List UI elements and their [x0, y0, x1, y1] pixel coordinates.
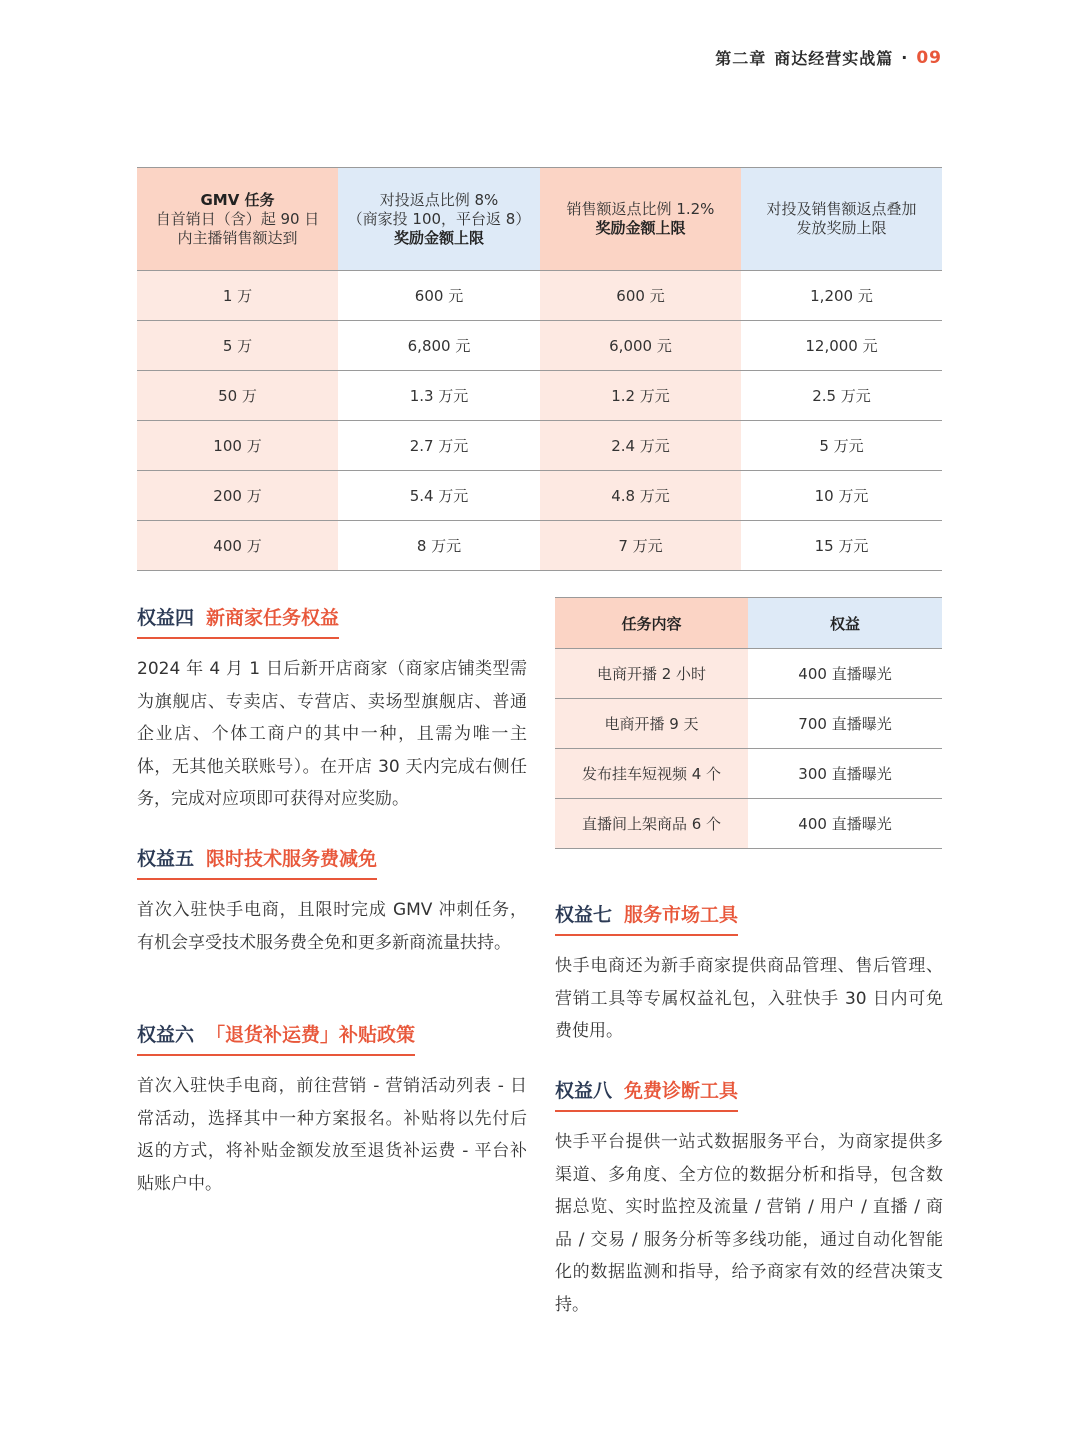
cell: 400 万	[137, 521, 338, 571]
cell: 400 直播曝光	[748, 649, 942, 699]
cell: 电商开播 2 小时	[555, 649, 748, 699]
table-row	[555, 649, 942, 699]
cell: 5 万	[137, 321, 338, 371]
page-number: 09	[916, 47, 942, 68]
header-gmv-task: GMV 任务 自首销日（含）起 90 日 内主播销售额达到	[137, 168, 338, 271]
header-task: 任务内容	[555, 598, 748, 649]
cell: 700 直播曝光	[748, 699, 942, 749]
table-row	[137, 321, 942, 371]
section-7-text: 快手电商还为新手商家提供商品管理、售后管理、营销工具等专属权益礼包，入驻快手 30 日内可免费使用。	[555, 956, 943, 1041]
header-combined-limit: 对投及销售额返点叠加 发放奖励上限	[741, 168, 942, 271]
section-key: 权益八	[555, 1080, 613, 1102]
cell: 600 元	[338, 271, 540, 321]
cell: 300 直播曝光	[748, 749, 942, 799]
header-invest-rebate: 对投返点比例 8% （商家投 100，平台返 8） 奖励金额上限	[338, 168, 540, 271]
table-row	[555, 699, 942, 749]
section-4-text: 2024 年 4 月 1 日后新开店商家（商家店铺类型需为旗舰店、专卖店、专营店、卖场型旗舰店、普通企业店、个体工商户的其中一种，且需为唯一主体，无其他关联账号）。在开店 30 天内完成右侧任务，完成对应项即可获得对应奖励。	[137, 659, 527, 809]
section-8-text: 快手平台提供一站式数据服务平台，为商家提供多渠道、多角度、全方位的数据分析和指导，包含数据总览、实时监控及流量 / 营销 / 用户 / 直播 / 商品 / 交易 / 服务分析等多线功能，通过自动化智能化的数据监测和指导，给予商家有效的经营决策支持。	[555, 1132, 943, 1315]
table-row	[137, 471, 942, 521]
cell: 1,200 元	[741, 271, 942, 321]
table-header-row	[137, 168, 942, 271]
cell: 400 直播曝光	[748, 799, 942, 849]
section-8-heading	[555, 1076, 738, 1112]
cell: 发布挂车短视频 4 个	[555, 749, 748, 799]
chapter-title: 商达经营实战篇	[774, 49, 894, 68]
table-header-row	[555, 598, 942, 649]
cell: 6,800 元	[338, 321, 540, 371]
chapter-label: 第二章	[715, 49, 767, 68]
header-benefit: 权益	[748, 598, 942, 649]
cell: 电商开播 9 天	[555, 699, 748, 749]
separator-dot: ·	[901, 48, 909, 67]
page-header	[715, 46, 942, 69]
section-title: 「退货补运费」补贴政策	[206, 1024, 416, 1046]
gmv-reward-table	[137, 167, 942, 571]
cell: 50 万	[137, 371, 338, 421]
table-row	[137, 371, 942, 421]
section-title: 免费诊断工具	[624, 1080, 739, 1102]
section-title: 服务市场工具	[624, 904, 739, 926]
cell: 1.3 万元	[338, 371, 540, 421]
cell: 100 万	[137, 421, 338, 471]
cell: 4.8 万元	[540, 471, 741, 521]
cell: 10 万元	[741, 471, 942, 521]
task-reward-table	[555, 597, 942, 849]
section-key: 权益四	[137, 607, 195, 629]
cell: 5 万元	[741, 421, 942, 471]
section-7-heading	[555, 900, 738, 936]
section-5-text: 首次入驻快手电商，且限时完成 GMV 冲刺任务，有机会享受技术服务费全免和更多新商流量扶持。	[137, 900, 527, 953]
table-row	[555, 799, 942, 849]
cell: 1 万	[137, 271, 338, 321]
cell: 5.4 万元	[338, 471, 540, 521]
table-row	[555, 749, 942, 799]
cell: 600 元	[540, 271, 741, 321]
table-row	[137, 271, 942, 321]
cell: 1.2 万元	[540, 371, 741, 421]
cell: 直播间上架商品 6 个	[555, 799, 748, 849]
section-4-heading	[137, 603, 339, 639]
section-5-heading	[137, 844, 377, 880]
section-title: 限时技术服务费减免	[206, 848, 378, 870]
cell: 7 万元	[540, 521, 741, 571]
section-6-heading	[137, 1020, 415, 1056]
table-row	[137, 521, 942, 571]
cell: 15 万元	[741, 521, 942, 571]
cell: 2.4 万元	[540, 421, 741, 471]
section-key: 权益六	[137, 1024, 195, 1046]
cell: 200 万	[137, 471, 338, 521]
section-key: 权益七	[555, 904, 613, 926]
table-row	[137, 421, 942, 471]
section-6-text: 首次入驻快手电商，前往营销 - 营销活动列表 - 日常活动，选择其中一种方案报名。补贴将以先付后返的方式，将补贴金额发放至退货补运费 - 平台补贴账户中。	[137, 1076, 527, 1194]
cell: 8 万元	[338, 521, 540, 571]
header-sales-rebate: 销售额返点比例 1.2% 奖励金额上限	[540, 168, 741, 271]
cell: 2.5 万元	[741, 371, 942, 421]
section-key: 权益五	[137, 848, 195, 870]
cell: 12,000 元	[741, 321, 942, 371]
cell: 6,000 元	[540, 321, 741, 371]
section-title: 新商家任务权益	[206, 607, 340, 629]
cell: 2.7 万元	[338, 421, 540, 471]
